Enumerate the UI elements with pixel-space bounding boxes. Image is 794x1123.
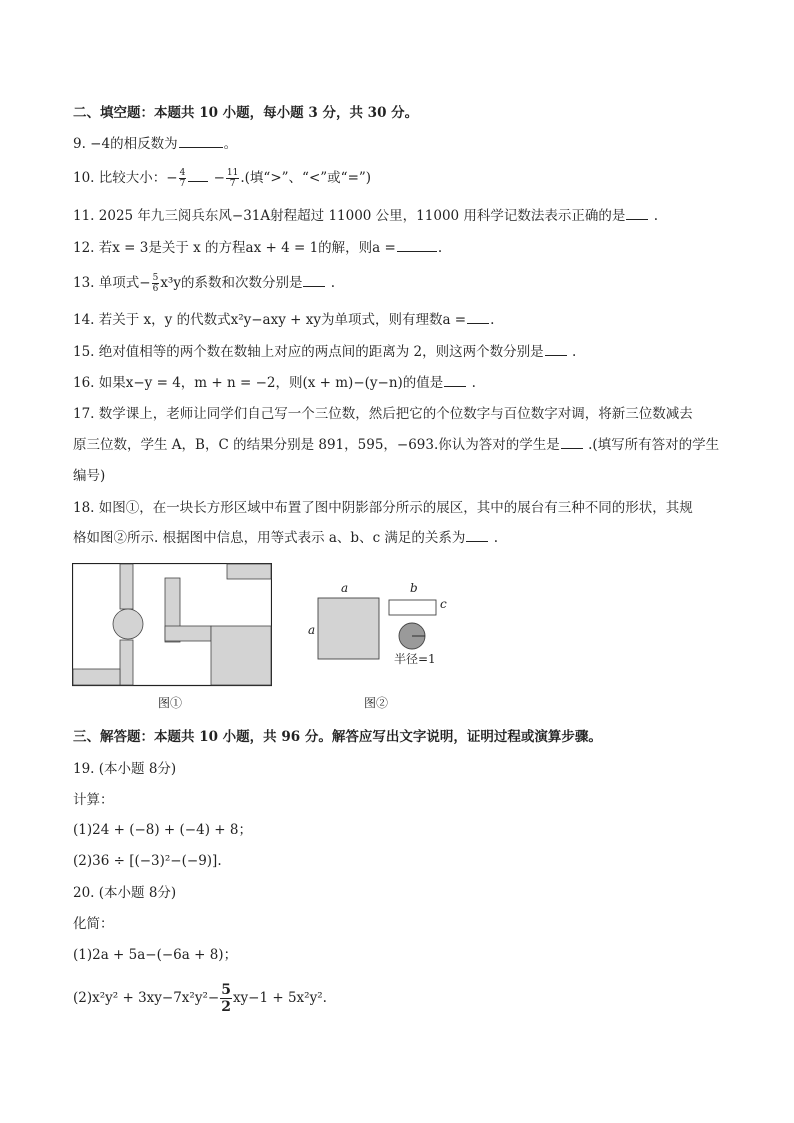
- q13-answer-blank[interactable]: [303, 274, 325, 287]
- question-14: [73, 311, 723, 329]
- q17-post: .(填写所有答对的学生: [588, 437, 720, 453]
- label-c: c: [440, 597, 447, 611]
- question-20-instruction: 化简：: [73, 916, 114, 932]
- q9-text: 9. −4的相反数为: [73, 136, 178, 152]
- q20-p2-text-2: xy−1 + 5x²y².: [232, 990, 327, 1006]
- q18-post: .: [493, 530, 499, 546]
- section-2-heading: 二、填空题：本题共 10 小题，每小题 3 分，共 30 分。: [73, 105, 419, 121]
- radius-label: 半径=1: [394, 652, 436, 666]
- square-bottom-right: [211, 626, 271, 685]
- question-19-instruction: 计算：: [73, 792, 114, 808]
- q11-post: .: [653, 208, 659, 224]
- question-15: [73, 343, 723, 361]
- vertical-strip-left-bottom: [120, 640, 133, 685]
- q16-post: .: [471, 375, 476, 391]
- horizontal-strip-middle: [165, 626, 211, 641]
- question-20-title: 20. (本小题 8分): [73, 885, 177, 901]
- q10-instruction: .(填“>”、“<”或“=”): [240, 170, 372, 186]
- q18-answer-blank[interactable]: [466, 529, 488, 542]
- q10-fraction-1: $\frac{4}{7}$: [179, 168, 186, 189]
- q13-post: .: [330, 275, 336, 291]
- q20-fraction: $\frac{5}{2}$: [221, 982, 231, 1015]
- question-19-title: 19. (本小题 8分): [73, 761, 177, 777]
- figure-1-diagram: [72, 563, 272, 687]
- question-10: [73, 168, 723, 189]
- figure-1-caption: 图①: [158, 696, 183, 710]
- q9-post: 。: [223, 136, 238, 152]
- q15-text: 15. 绝对值相等的两个数在数轴上对应的两点间的距离为 2，则这两个数分别是: [73, 344, 544, 360]
- q13-text: 13. 单项式−: [73, 275, 151, 291]
- question-11: [73, 207, 723, 225]
- question-19-part-1: (1)24 + (−8) + (−4) + 8；: [73, 822, 252, 838]
- question-20-part-1: (1)2a + 5a−(−6a + 8)；: [73, 947, 238, 963]
- vertical-strip-left-top: [120, 564, 133, 609]
- section-3-heading: 三、解答题：本题共 10 小题，共 96 分。解答应写出文字说明，证明过程或演算步骤。: [73, 729, 602, 745]
- q10-minus: −: [213, 170, 225, 186]
- question-18-line-1: 18. 如图①，在一块长方形区域中布置了图中阴影部分所示的展区，其中的展台有三种不同的形状，其规: [73, 500, 693, 516]
- question-20-part-2: [73, 982, 723, 1015]
- q11-text: 11. 2025 年九三阅兵东风−31A射程超过 11000 公里，11000 用科学记数法表示正确的是: [73, 208, 626, 224]
- q20-p2-text: (2)x²y² + 3xy−7x²y²−: [73, 990, 220, 1006]
- q14-post: .: [490, 312, 495, 328]
- question-9: [73, 135, 723, 153]
- rectangle-b-by-c: [389, 600, 436, 615]
- question-12: [73, 239, 723, 257]
- question-16: [73, 374, 723, 392]
- q16-text: 16. 如果x−y = 4，m + n = −2，则(x + m)−(y−n)的值是: [73, 375, 444, 391]
- label-b: b: [410, 581, 418, 595]
- q10-answer-blank[interactable]: [188, 169, 208, 182]
- question-17-line-2: [73, 436, 723, 454]
- q13-fraction: $\frac{5}{6}$: [152, 273, 159, 294]
- q17-text: 原三位数，学生 A，B，C 的结果分别是 891，595，−693.你认为答对的学生是: [73, 437, 560, 453]
- question-13: [73, 273, 723, 294]
- q18-text: 格如图②所示. 根据图中信息，用等式表示 a、b、c 满足的关系为: [73, 530, 466, 546]
- question-19-part-2: (2)36 ÷ [(−3)²−(−9)].: [73, 853, 222, 869]
- q14-answer-blank[interactable]: [467, 311, 489, 324]
- horizontal-strip-bottom-left: [73, 669, 120, 685]
- circle-booth: [113, 609, 143, 639]
- q13-text-2: x³y的系数和次数分别是: [160, 275, 303, 291]
- q14-text: 14. 若关于 x，y 的代数式x²y−axy + xy为单项式，则有理数a =: [73, 312, 467, 328]
- horizontal-strip-top-right: [227, 564, 271, 579]
- label-a-top: a: [341, 581, 349, 595]
- q12-text: 12. 若x = 3是关于 x 的方程ax + 4 = 1的解，则a =: [73, 240, 396, 256]
- q15-post: .: [571, 344, 577, 360]
- q11-answer-blank[interactable]: [626, 207, 648, 220]
- q17-answer-blank[interactable]: [561, 436, 583, 449]
- q15-answer-blank[interactable]: [545, 343, 567, 356]
- q10-fraction-2: $\frac{11}{7}$: [226, 168, 239, 189]
- q12-answer-blank[interactable]: [397, 239, 437, 252]
- q10-text: 10. 比较大小：−: [73, 170, 178, 186]
- question-18-line-2: [73, 529, 723, 547]
- label-a-left: a: [308, 623, 316, 637]
- question-17-line-3: 编号): [73, 468, 106, 484]
- q12-post: .: [437, 240, 443, 256]
- q9-answer-blank[interactable]: [179, 135, 223, 148]
- figure-2-caption: 图②: [364, 696, 389, 710]
- square-a-by-a: [318, 598, 379, 659]
- question-17-line-1: 17. 数学课上，老师让同学们自己写一个三位数，然后把它的个位数字与百位数字对调，将新三位数减去: [73, 406, 693, 422]
- q16-answer-blank[interactable]: [444, 374, 466, 387]
